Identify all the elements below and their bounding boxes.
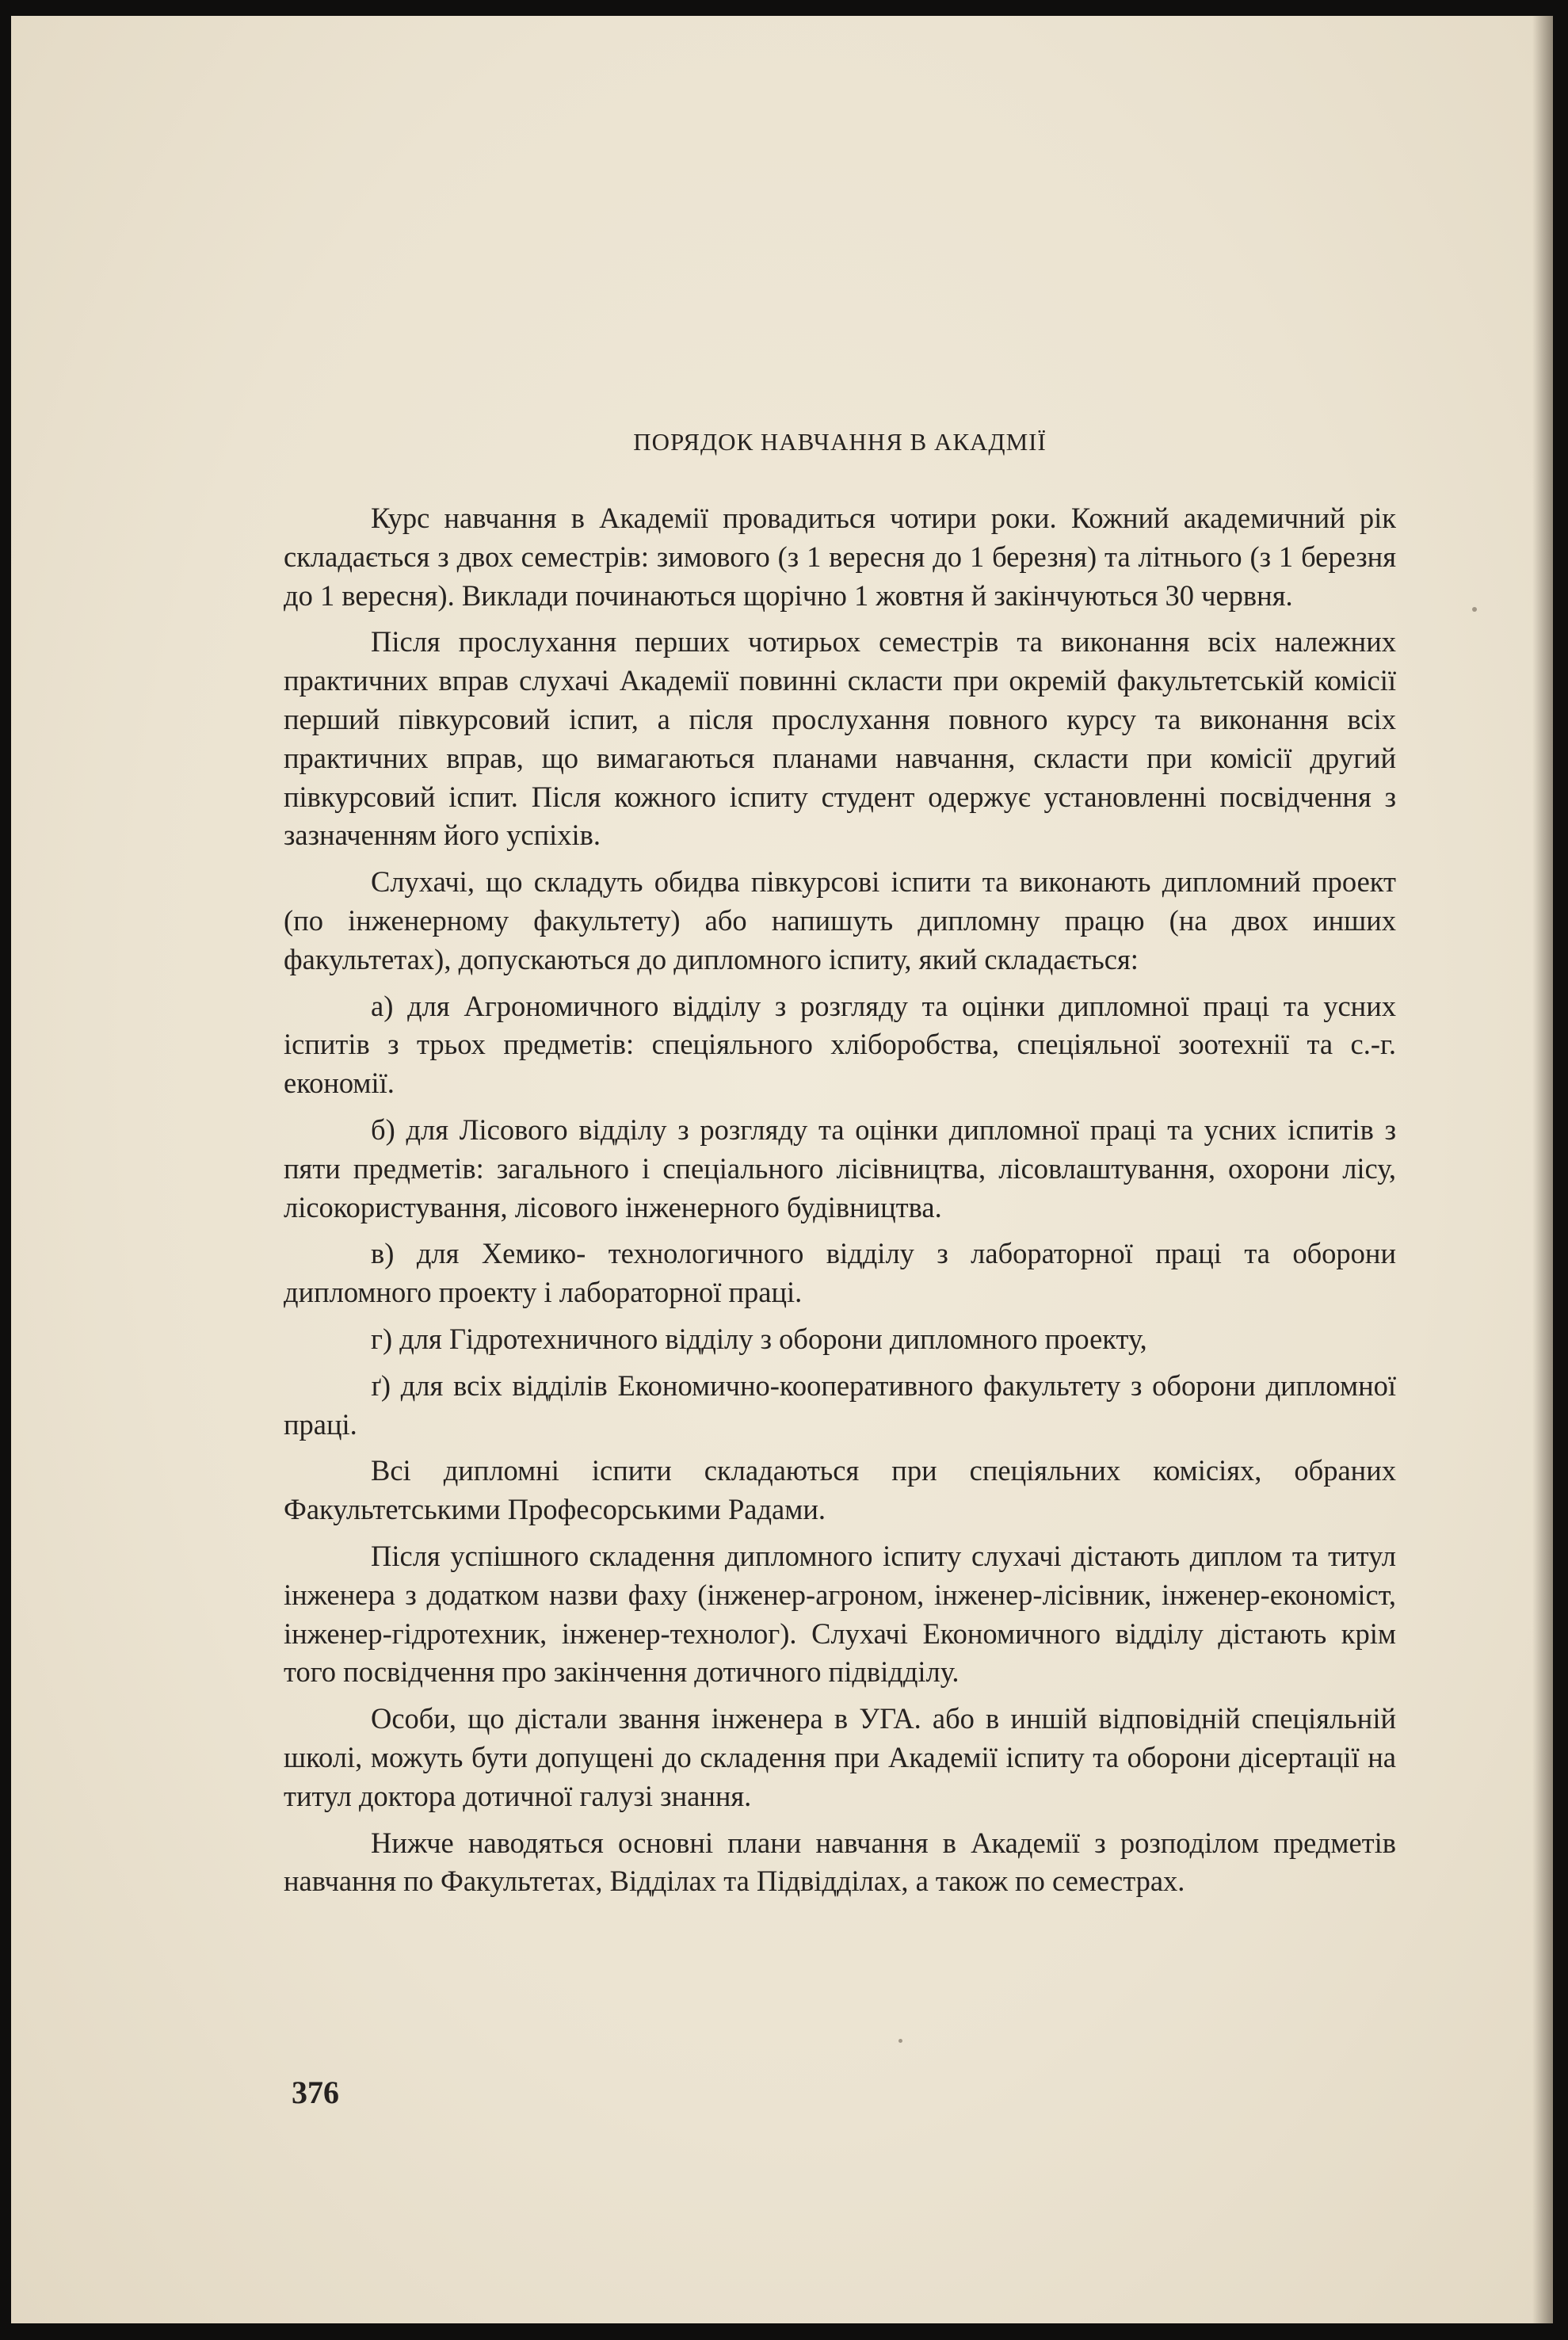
paragraph-chemistry-department: в) для Хемико- технологичного відділу з лабораторної праці та оборони дипломного проекту і лабораторної праці. bbox=[284, 1237, 1396, 1309]
document-page bbox=[11, 16, 1553, 2323]
page-edge-shadow bbox=[1532, 16, 1553, 2323]
paragraph-hydrotechnics-department: г) для Гідротехничного відділу з оборони дипломного проекту, bbox=[371, 1322, 1147, 1355]
paper-speck bbox=[1472, 607, 1477, 612]
paragraph-forestry-department: б) для Лісового відділу з розгляду та оцінки дипломної праці та усних іспитів з пяти предметів: загального і спеціального лісівництва, лісовлаштування, охорони лісу, лісокористування, лісового інженерного будівництва. bbox=[284, 1113, 1396, 1223]
paragraph-study-plans: Нижче наводяться основні плани навчання в Академії з розподілом предметів навчання по Факультетах, Відділах та Підвідділах, а також по семестрах. bbox=[284, 1826, 1396, 1898]
paragraph-engineer-title: Після успішного складення дипломного іспиту слухачі дістають диплом та титул інженера з додатком назви фаху (інженер-агроном, інженер-лісівник, інженер-економіст, інженер-гідротехник, інженер-технолог). Слухачі Економичного відділу дістають крім того посвідчення про закінчення дотичного підвідділу. bbox=[284, 1539, 1396, 1689]
paper-speck bbox=[898, 2039, 902, 2043]
page-title: ПОРЯДОК НАВЧАННЯ В АКАДМІЇ bbox=[633, 428, 1047, 456]
paragraph-course-duration: Курс навчання в Академії провадиться чотири роки. Кожний академичний рік складається з двох семестрів: зимового (з 1 вересня до 1 березня) та літнього (з 1 березня до 1 вересня). Виклади починаються щорічно 1 жовтня й закінчуються 30 червня. bbox=[284, 502, 1396, 612]
text-block bbox=[284, 428, 1396, 1909]
paragraph-half-course-exams: Після прослухання перших чотирьох семестрів та виконання всіх належних практичних вправ слухачі Академії повинні скласти при окремій факультетській комісії перший півкурсовий іспит, а після прослухання повного курсу та виконання всіх практичних вправ, що вимагаються планами навчання, скласти при комісії другий півкурсовий іспит. Після кожного іспиту студент одержує установленні посвідчення з зазначенням його успіхів. bbox=[284, 625, 1396, 852]
paragraph-diploma-admission: Слухачі, що складуть обидва півкурсові іспити та виконають дипломний проект (по інженерному факультету) або напишуть дипломну працю (на двох инших факультетах), допускаються до дипломного іспиту, який складається: bbox=[284, 865, 1396, 975]
paragraph-diploma-commissions: Всі дипломні іспити складаються при спеціяльних комісіях, обраних Факультетськими Професорськими Радами. bbox=[284, 1454, 1396, 1526]
paragraph-doctorate: Особи, що дістали звання інженера в УГА. або в иншій відповідній спеціяльній школі, можуть бути допущені до складення при Академії іспиту та оборони дісертації на титул доктора дотичної галузі знання. bbox=[284, 1702, 1396, 1812]
paragraph-economics-faculty: ґ) для всіх відділів Економично-кооперативного факультету з оборони дипломної праці. bbox=[284, 1368, 1396, 1441]
paragraph-agronomy-department: а) для Агрономичного відділу з розгляду та оцінки дипломної праці та усних іспитів з трьох предметів: спеціяльного хліборобства, спеціяльної зоотехнії та с.-г. економії. bbox=[284, 989, 1396, 1100]
page-number: 376 bbox=[292, 2075, 339, 2110]
